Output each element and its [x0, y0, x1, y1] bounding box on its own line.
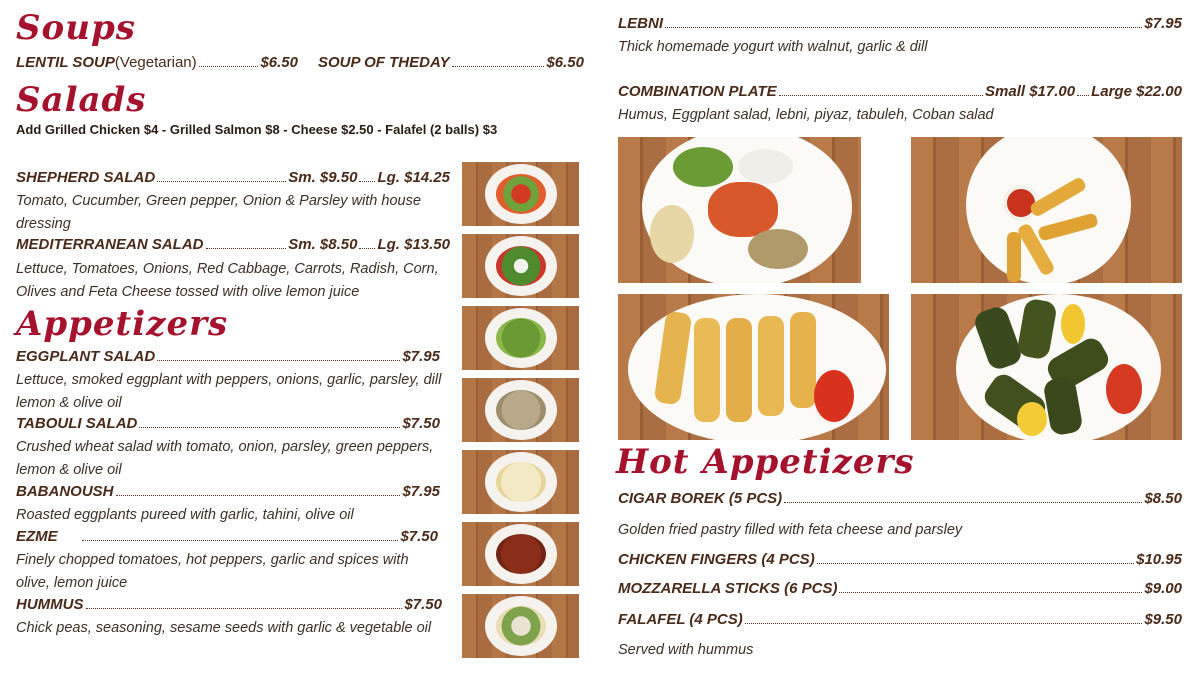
item-price: $7.95 — [1144, 15, 1182, 32]
item-description: Served with hummus — [618, 642, 754, 658]
leader-dots — [665, 27, 1142, 28]
item-price-large: Lg. $14.25 — [377, 169, 450, 186]
item-price: $9.50 — [1144, 611, 1182, 628]
item-price: $9.00 — [1144, 580, 1182, 597]
item-name: FALAFEL (4 PCS) — [618, 611, 743, 628]
item-name: EZME — [16, 528, 58, 545]
item-description: Finely chopped tomatoes, hot peppers, garlic and spices with olive, lemon juice — [16, 552, 409, 591]
item-name: MEDITERRANEAN SALAD — [16, 236, 204, 253]
item-price: $7.50 — [402, 415, 440, 432]
item-name: LENTIL SOUP — [16, 54, 115, 71]
item-price: $7.50 — [404, 596, 442, 613]
leader-dots — [206, 248, 287, 249]
hot-appetizers-heading: Hot Appetizers — [616, 442, 915, 482]
falafel-row — [618, 611, 1182, 628]
mozzarella-sticks-row — [618, 580, 1182, 597]
salad-addons: Add Grilled Chicken $4 - Grilled Salmon $8 - Cheese $2.50 - Falafel (2 balls) $3 — [16, 122, 498, 137]
dolma-photo — [911, 294, 1182, 440]
item-description: Lettuce, smoked eggplant with peppers, onions, garlic, parsley, dill lemon & olive oil — [16, 372, 442, 411]
lebni-row — [618, 15, 1182, 32]
leader-dots — [116, 495, 401, 496]
soup-of-the-day-row — [318, 54, 584, 71]
leader-dots — [784, 502, 1142, 503]
tabouli-photo — [462, 306, 579, 370]
item-description: Golden fried pastry filled with feta cheese and parsley — [618, 522, 963, 538]
leader-dots — [157, 360, 400, 361]
item-name: EGGPLANT SALAD — [16, 348, 156, 365]
item-price: $7.95 — [402, 348, 440, 365]
hummus-photo — [462, 594, 579, 658]
item-name: SOUP OF THEDAY — [318, 54, 450, 71]
item-price-small: Sm. $8.50 — [288, 236, 358, 253]
leader-dots — [157, 181, 286, 182]
leader-dots — [779, 95, 983, 96]
leader-dots — [86, 608, 403, 609]
hummus-row — [16, 596, 442, 613]
leader-dots — [199, 66, 259, 67]
item-description: Crushed wheat salad with tomato, onion, parsley, green peppers, lemon & olive oil — [16, 439, 434, 478]
item-name: HUMMUS — [16, 596, 84, 613]
combination-plate-photo — [618, 137, 861, 283]
appetizers-heading: Appetizers — [16, 304, 229, 344]
item-name: CHICKEN FINGERS (4 PCS) — [618, 551, 815, 568]
shepherd-salad-row — [16, 169, 450, 186]
item-price-large: Large $22.00 — [1091, 83, 1182, 100]
leader-dots — [745, 623, 1143, 624]
eggplant-salad-photo — [462, 378, 579, 442]
item-price: $10.95 — [1136, 551, 1182, 568]
item-description: Thick homemade yogurt with walnut, garlic & dill — [618, 39, 928, 55]
item-description: Tomato, Cucumber, Green pepper, Onion & Parsley with house dressing — [16, 193, 421, 232]
item-price: $6.50 — [546, 54, 584, 71]
item-description: Roasted eggplants pureed with garlic, tahini, olive oil — [16, 507, 354, 523]
mediterranean-salad-row — [16, 236, 450, 253]
item-name: BABANOUSH — [16, 483, 114, 500]
lentil-soup-row — [16, 54, 298, 71]
item-name: SHEPHERD SALAD — [16, 169, 156, 186]
leader-dots — [139, 427, 400, 428]
item-name: LEBNI — [618, 15, 663, 32]
combination-plate-row — [618, 83, 1182, 100]
shepherd-salad-photo — [462, 162, 579, 226]
soups-heading: Soups — [16, 8, 136, 48]
item-price: $7.50 — [400, 528, 438, 545]
babanoush-row — [16, 483, 440, 500]
leader-dots — [359, 181, 375, 182]
ezme-row — [16, 528, 438, 545]
item-name: MOZZARELLA STICKS (6 PCS) — [618, 580, 838, 597]
item-description: Humus, Eggplant salad, lebni, piyaz, tabuleh, Coban salad — [618, 107, 994, 123]
mozzarella-sticks-photo — [911, 137, 1182, 283]
leader-dots — [1077, 95, 1089, 96]
tabouli-salad-row — [16, 415, 440, 432]
salads-heading: Salads — [16, 80, 147, 120]
cigar-borek-row — [618, 490, 1182, 507]
item-price-small: Sm. $9.50 — [288, 169, 358, 186]
item-price: $6.50 — [260, 54, 298, 71]
leader-dots — [817, 563, 1134, 564]
item-price: $8.50 — [1144, 490, 1182, 507]
leader-dots — [82, 540, 399, 541]
leader-dots — [839, 592, 1142, 593]
item-name: CIGAR BOREK (5 PCS) — [618, 490, 783, 507]
leader-dots — [359, 248, 375, 249]
item-price-large: Lg. $13.50 — [377, 236, 450, 253]
eggplant-salad-row — [16, 348, 440, 365]
item-price-small: Small $17.00 — [985, 83, 1076, 100]
item-price: $7.95 — [402, 483, 440, 500]
item-note: (Vegetarian) — [114, 54, 197, 71]
item-name: COMBINATION PLATE — [618, 83, 777, 100]
babanoush-photo — [462, 450, 579, 514]
mediterranean-salad-photo — [462, 234, 579, 298]
cigar-borek-photo — [618, 294, 889, 440]
chicken-fingers-row — [618, 551, 1182, 568]
item-description: Chick peas, seasoning, sesame seeds with garlic & vegetable oil — [16, 620, 432, 636]
item-description: Lettuce, Tomatoes, Onions, Red Cabbage, Carrots, Radish, Corn, Olives and Feta Cheese tossed with olive lemon juice — [16, 261, 439, 300]
item-name: TABOULI SALAD — [16, 415, 138, 432]
ezme-photo — [462, 522, 579, 586]
leader-dots — [452, 66, 545, 67]
